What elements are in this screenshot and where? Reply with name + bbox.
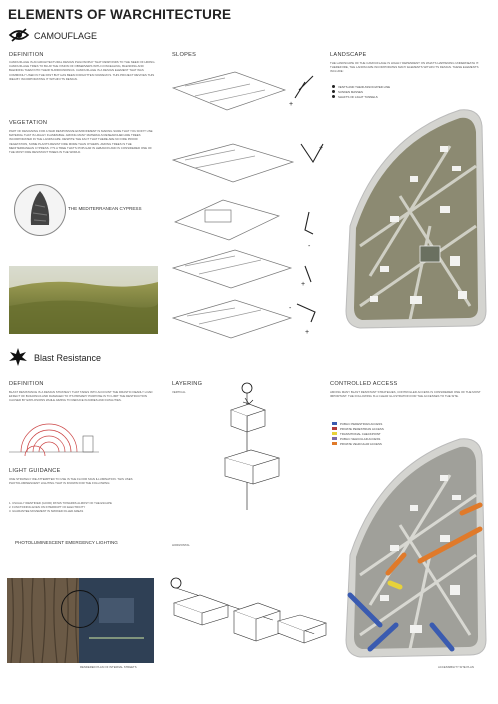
cypress-image	[14, 184, 66, 236]
legend-item	[332, 426, 384, 431]
legend-swatch	[332, 432, 337, 435]
emergency-lighting-heading: PHOTOLUMINESCENT EMERGENCY LIGHTING	[15, 540, 118, 545]
explosion-icon	[9, 348, 27, 366]
page-title: ELEMENTS OF WARCHITECTURE	[8, 7, 232, 22]
list-item: 2. FUNCTIONING EVEN ON INTERRUPT OF ELECTRICITY	[9, 505, 86, 509]
landscape-heading: LANDSCAPE	[330, 52, 367, 58]
light-guidance-list	[9, 501, 112, 513]
legend-label: PUBLIC PEDESTRIAN ACCESS	[340, 421, 383, 426]
legend-item	[332, 421, 384, 426]
blast-wave-diagram	[9, 422, 159, 456]
photo-caption: RENDERED PLAN OF INTERNAL STREETS	[80, 665, 137, 669]
landscape-elements-list	[332, 84, 390, 99]
camouflage-definition-text: CAMOUFLAGE IS AN ARCHITECTURAL DESIGN PHILOSOPHY THAT RESPONDS TO THE NEED OF HIDING. CAMOUFLAGE TRIES TO BLUR THE VISION OF OBSERVERS WITH CONCEALING, BLENDING AND BLENDING THEM INTO THEIR SURROUNDINGS. CAMOUFLAGE IS A DESIGN ELEMENT THAT WAS COMMONLY USED IN THE PAST BUT HAS BEEN FORGOTTEN NOWADAYS. THIS PROJECT REVIVES THIS IDEA BY INCORPORATING IT WITHIN ITS DESIGN.	[9, 60, 156, 81]
landscape-site-plan	[340, 106, 490, 331]
slopes-diagram	[165, 60, 325, 340]
legend-swatch	[332, 437, 337, 440]
legend-label: PRIVATE PEDESTRIAN ACCESS	[340, 426, 384, 431]
svg-text:-: -	[308, 243, 311, 250]
bullet-icon	[332, 90, 335, 93]
legend-label: PUBLIC VEHICULAR ACCESS	[340, 436, 381, 441]
list-item: SUNKEN MASSES	[332, 89, 390, 94]
legend-swatch	[332, 427, 337, 430]
access-heading: CONTROLLED ACCESS	[330, 381, 398, 387]
access-caption: ACCESSIBILITY SITE PLAN	[438, 665, 474, 669]
layering-heading: LAYERING	[172, 381, 203, 387]
svg-text:+: +	[289, 101, 294, 108]
cypress-label: THE MEDITERRANEAN CYPRESS	[68, 206, 142, 211]
magnifier-circle	[61, 590, 99, 628]
vegetation-heading: VEGETATION	[9, 120, 48, 126]
horizontal-layering-diagram	[168, 575, 328, 655]
access-text: AMONG MANY BLAST RESISTANT STRATEGIES, CONTROLLED ACCESS IS CONSIDERED ONE OF THE MOST IMPORTANT. THE FOLLOWING IS A CLEAR ILLUSTRATION FOR THE ACCESSES TO THE SITE.	[330, 390, 481, 399]
blast-definition-text: BLAST RESISTANCE IS A DESIGN STRATEGY THAT TAKES INTO ACCOUNT THE DRASTIC DEADLY LOAD EFFECT OF BUILDINGS AND DAMAGED TO ITS PRIMARY PURPOSE IS TO LIMIT THE DESTRUCTION CAUSED BY EXPLOSIONS WHILE AIMING TO REDUCE INJURIES AND FATALITIES.	[9, 390, 153, 403]
landscape-photo	[9, 266, 158, 334]
legend-label: PRIVATE VEHICULAR ACCESS	[340, 441, 382, 446]
list-item: 1. USUALLY IDENTIFIED (GOOD) PATHS TOWARDS ALMOST OF THE ESCAPE	[9, 501, 112, 505]
section-title-camouflage: CAMOUFLAGE	[34, 31, 98, 41]
blast-definition-heading: DEFINITION	[9, 381, 44, 387]
svg-text:+: +	[305, 329, 310, 336]
legend-swatch	[332, 442, 337, 445]
camouflage-definition-heading: DEFINITION	[9, 52, 44, 58]
svg-text:+: +	[301, 281, 306, 288]
landscape-text: THE LANDSCAPE OF THE CAMOUFLAGE IS HIGHLY DEPENDENT ON WHAT'S HAPPENING UNDERNEATH IT. THEREFORE, THE LANDSCAPE INCORPORATES MANY ELEMENTS WITHIN ITS DESIGN. THESE ELEMENTS INCLUDE:	[330, 61, 479, 74]
light-guidance-text: ONE STRATEGY WE ATTEMPTED TO USE IS THE FLOOR SIGN ILLUMINATION. THIS USES PHOTOLUMINESCENT LIGHTING THAT IS KNOWN FOR THE FOLLOWING:	[9, 477, 133, 486]
vegetation-text: PART OF DESIGNING FOR A WAR RESPONSIVE ENVIRONMENT IS MAKING SURE THAT YOU DON'T USE MATERIAL THAT IS HIGHLY FLAMMABLE. AMONG MANY MATERIALS RESEARCHED ARE TREES INCORPORATED IN THE LANDSCAPE. DESPITE THE FACT THAT THERE ARE NO FIRE PROOF VEGETATION, SOME PLANTS RESIST FIRE MORE THAN OTHERS. AMONG TREES IS THE MEDITERRANEAN CYPRESS. IT'S A TREE THAT'S POPULAR IN LEBANON AND IS CONSIDERED ONE OF THE MOST FIRE RESISTANT TREES IN THE WORLD.	[9, 129, 153, 155]
slopes-heading: SLOPES	[172, 52, 197, 58]
layering-horizontal-label: HORIZONTAL	[172, 543, 190, 547]
svg-text:+: +	[319, 145, 324, 152]
layering-vertical-label: VERTICAL	[172, 390, 186, 394]
list-item: VENTS AND THEIR ASSOCIATED LINE	[332, 84, 390, 89]
bullet-icon	[332, 85, 335, 88]
section-title-blast: Blast Resistance	[34, 353, 102, 363]
svg-text:-: -	[289, 305, 292, 312]
light-guidance-heading: LIGHT GUIDANCE	[9, 468, 61, 474]
list-item: SHAFTS OF LIGHT TUNNELS	[332, 94, 390, 99]
list-item: 3. GUARANTEE MOVEMENT IN SMOKED FILLED AREAS	[9, 509, 84, 513]
legend-label: TRANSITIONAL CHECKPOINT	[340, 431, 381, 436]
bullet-icon	[332, 95, 335, 98]
access-site-plan	[340, 435, 490, 660]
legend-swatch	[332, 422, 337, 425]
eye-crossed-icon	[9, 28, 29, 42]
